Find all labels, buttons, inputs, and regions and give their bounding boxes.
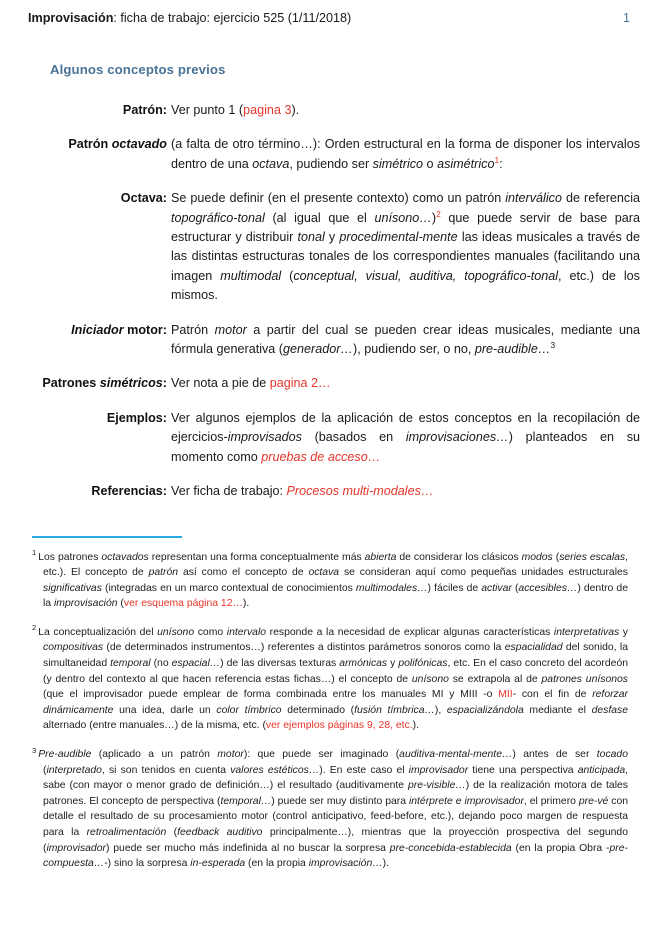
- definition-term-octava: Octava:: [120, 191, 167, 206]
- definition-body-octava: Se puede definir (en el presente contexto) como un patrón interválico de referencia topográfico-tonal (al igual que el unísono…)$^2$ que puede servir de base para estructurar y distribuir tonal y procedimental-mente las ideas musicales a través de las distintas estructuras tonales de los correspondientes manuales (facilitando una imagen multimodal (conceptual, visual, auditiva, topográfico-tonal, etc.) de los mismos.: [171, 191, 641, 303]
- link-ver-esquema-pagina-12[interactable]: ver esquema página 12…: [123, 598, 243, 610]
- link-pagina-2[interactable]: pagina 2…: [269, 376, 331, 391]
- definition-row-patrones-simetricos: [28, 374, 646, 393]
- footnote-1: $^1$ Los patrones octavados representan una forma conceptualmente más abierta de considerar los clásicos modos (series escalas, etc.). El concepto de patrón así como el concepto de octava se consideran aquí como pequeñas unidades estructurales significativas (integradas en un marco contextual de conocimientos multimodales…) fáciles de activar (accesibles…) dentro de la improvisación (ver esquema página 12…).: [32, 548, 628, 610]
- footnote-ref-2[interactable]: 2: [436, 208, 441, 219]
- footnote-2: $^2$ La conceptualización del unísono como intervalo responde a la necesidad de explicar algunas características interpretativas y compositivas (de determinados instrumentos…) referentes a distintos parámetros sonoros como la espacialidad del sonido, la simultaneidad temporal (no espacial…) de las diversas texturas armónicas y polifónicas, etc. En el caso concreto del acordeón (y dentro del contexto al que hacen referencia estas fichas…) el concepto de unísono se extrapola al de patrones unísonos (que el improvisador puede emplear de forma combinada entre los manuales MI y MIII -o MII- con el fin de reforzar dinámicamente una idea, darle un color tímbrico determinado (fusión tímbrica…), espacializándola mediante el desfase alternado (entre manuales…) de la misma, etc. (ver ejemplos páginas 9, 28, etc.).: [32, 623, 629, 732]
- footnote-ref-3[interactable]: 3: [550, 339, 556, 350]
- section-heading: Algunos conceptos previos: [50, 62, 226, 77]
- header-title-bold: Improvisación: [28, 11, 114, 25]
- definition-body-iniciador-motor: Patrón motor a partir del cual se pueden crear ideas musicales, mediante una fórmula generativa (generador…), pudiendo ser, o no, pre-audible…$^3$: [171, 322, 640, 357]
- definition-term-patron-octavado: Patrón octavado: [68, 137, 167, 152]
- definition-term-referencias: Referencias:: [91, 484, 167, 499]
- footnotes-section: [28, 550, 646, 872]
- definition-body-referencias: Ver ficha de trabajo: Procesos multi-modales…: [171, 484, 434, 499]
- label-mii: MII: [498, 689, 513, 701]
- definition-term-patron: Patrón:: [122, 103, 167, 117]
- footnote-marker-2: 2: [32, 623, 37, 633]
- definition-row-referencias: [28, 482, 646, 501]
- definition-term-ejemplos: Ejemplos:: [106, 410, 167, 425]
- document-header: [28, 10, 646, 28]
- definition-list: [28, 101, 646, 502]
- definition-row-patron: [28, 101, 646, 120]
- header-title: [28, 10, 351, 26]
- footnote-3: $^3$ Pre-audible (aplicado a un patrón motor): que puede ser imaginado (auditiva-mental-mente…) antes de ser tocado (interpretado, si son tenidos en cuenta valores estéticos…). En este caso el improvisador tiene una perspectiva anticipada, sabe (con mayor o menor grado de definición…) el resultado (auditivamente pre-visible…) de la realización motora de tales patrones. El concepto de perspectiva (temporal…) puede ser muy distinto para intérprete e improvisador, el primero pre-vé con detalle el resultado de su procesamiento motor (control anticipativo, feed-before, etc.), dejando poco margen de respuesta para la retroalimentación (feedback auditivo principalmente…), mientras que la proyección prospectiva del segundo (improvisador) puede ser mucho más indefinida al no buscar la sorpresa pre-concebida-establecida (en la propia Obra -pre-compuesta…-) sino la sorpresa in-esperada (en la propia improvisación…).: [32, 745, 628, 870]
- link-pruebas-de-acceso[interactable]: pruebas de acceso…: [261, 449, 381, 464]
- definition-row-patron-octavado: [28, 135, 646, 174]
- page-number: 1: [622, 11, 630, 25]
- definition-term-iniciador-motor: Iniciador motor:: [71, 322, 167, 337]
- footnote-marker-3: 3: [32, 745, 37, 755]
- footnote-marker-1: 1: [32, 548, 37, 558]
- definition-row-ejemplos: [28, 409, 646, 467]
- definition-body-patrones-simetricos: Ver nota a pie de pagina 2…: [171, 376, 331, 391]
- footnote-separator-rule: [32, 536, 182, 538]
- definition-row-iniciador-motor: [28, 321, 646, 360]
- definition-body-patron: Ver punto 1 (pagina 3).: [171, 103, 300, 117]
- definition-row-octava: [28, 189, 646, 305]
- link-ver-ejemplos-paginas[interactable]: ver ejemplos páginas 9, 28, etc.: [265, 720, 413, 732]
- definition-body-ejemplos: Ver algunos ejemplos de la aplicación de estos conceptos en la recopilación de ejercicios-improvisados (basados en improvisaciones…) planteados en su momento como pruebas de acceso…: [171, 410, 640, 464]
- link-procesos-multi-modales[interactable]: Procesos multi-modales…: [286, 484, 434, 499]
- link-pagina-3[interactable]: pagina 3: [243, 103, 292, 117]
- definition-term-patrones-simetricos: Patrones simétricos:: [42, 376, 167, 391]
- definition-body-patron-octavado: (a falta de otro término…): Orden estructural en la forma de disponer los intervalos dentro de una octava, pudiendo ser simétrico o asimétrico$^1$:: [171, 137, 640, 171]
- header-title-rest: : ficha de trabajo: ejercicio 525 (1/11/2018): [113, 11, 352, 25]
- footnote-ref-1[interactable]: 1: [494, 154, 500, 165]
